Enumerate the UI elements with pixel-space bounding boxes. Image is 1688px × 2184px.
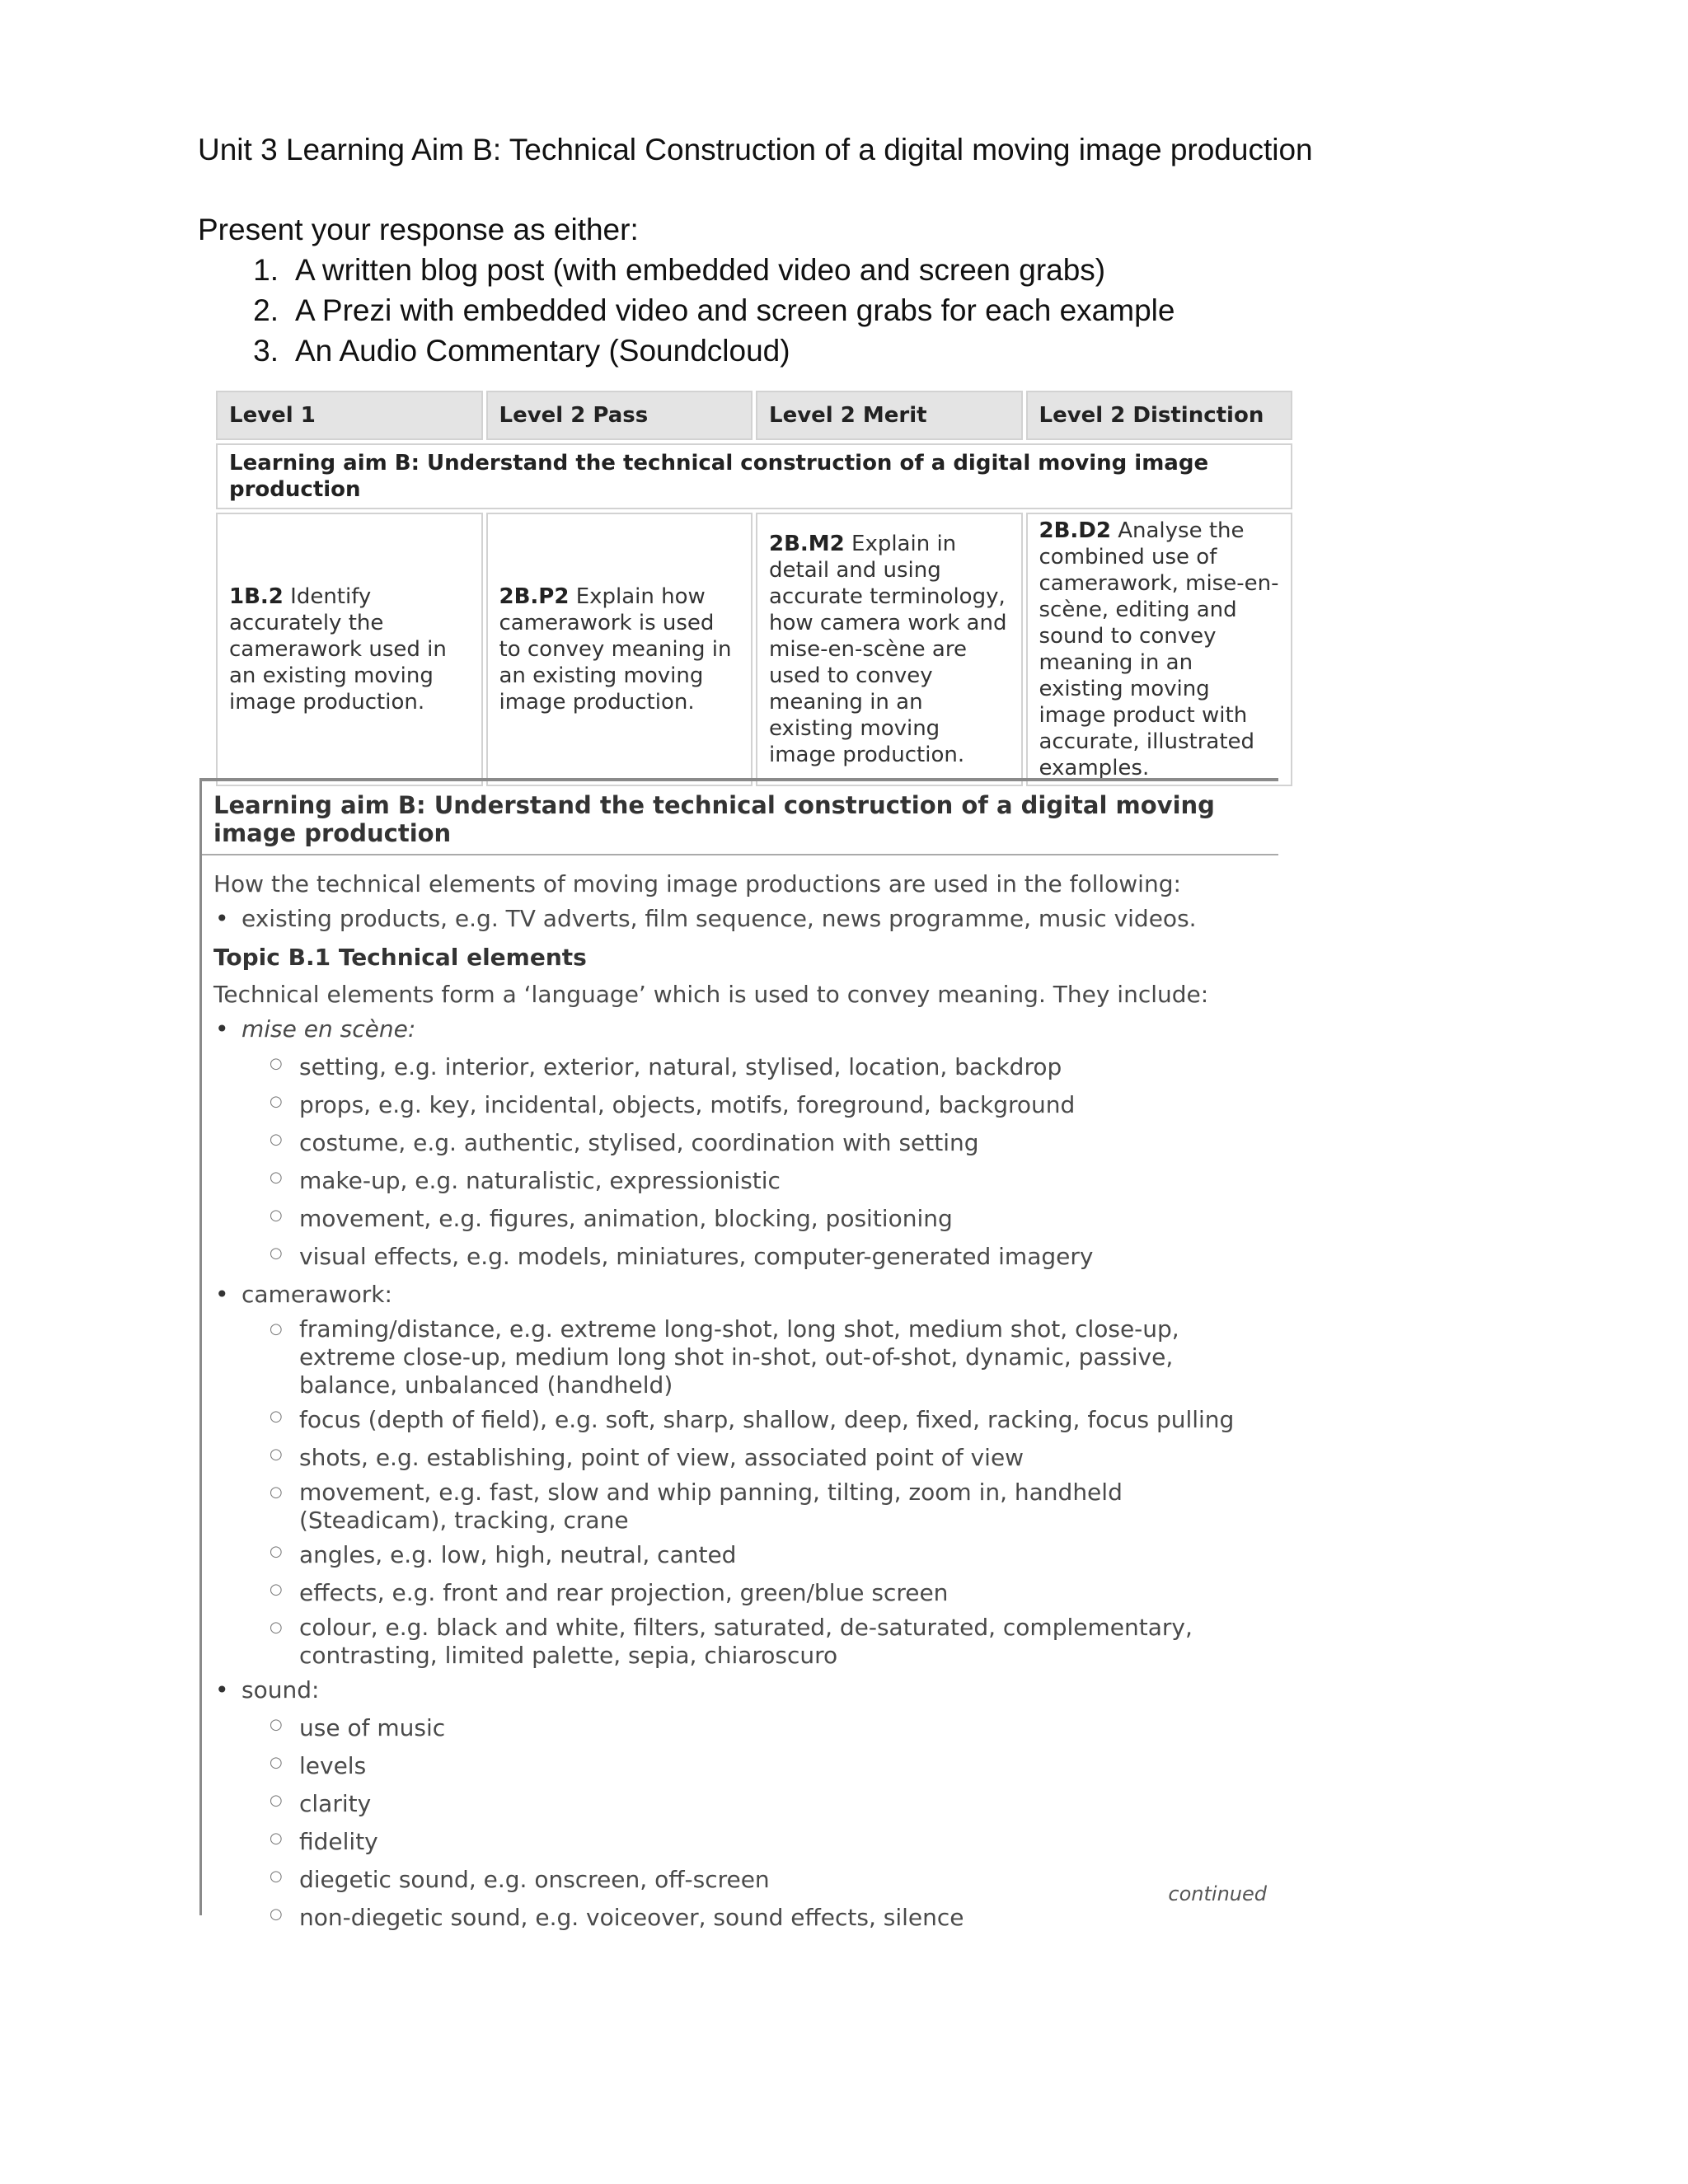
option-item: 1. A written blog post (with embedded video and screen grabs): [253, 253, 1106, 287]
list-item: ○ use of music: [241, 1711, 1277, 1746]
list-item: ○ visual effects, e.g. models, miniatures, computer-generated imagery: [241, 1240, 1277, 1274]
page-title: Unit 3 Learning Aim B: Technical Construction of a digital moving image production: [198, 133, 1313, 166]
group-items: [241, 1711, 1277, 1935]
group-items: [241, 1050, 1277, 1274]
element-group: [213, 1277, 1277, 1670]
list-item: ○ shots, e.g. establishing, point of view, associated point of view: [241, 1441, 1277, 1475]
learning-aim-row: [216, 443, 1292, 509]
list-item: ○ setting, e.g. interior, exterior, natural, stylised, location, backdrop: [241, 1050, 1277, 1085]
criterion-code: 2B.D2: [1039, 518, 1111, 543]
header-level-1: Level 1: [216, 391, 483, 440]
element-group: [213, 1673, 1277, 1935]
criterion-code: 1B.2: [229, 584, 284, 609]
element-group: [213, 1012, 1277, 1274]
option-item: 3. An Audio Commentary (Soundcloud): [253, 334, 790, 368]
list-item: ○ effects, e.g. front and rear projection, green/blue screen: [241, 1576, 1277, 1610]
topic-heading: Topic B.1 Technical elements: [213, 944, 587, 971]
spec-lead: How the technical elements of moving image productions are used in the following:: [213, 870, 1181, 898]
grading-criteria-table: [213, 387, 1296, 790]
list-item: ○ levels: [241, 1749, 1277, 1783]
intro-text: Present your response as either:: [198, 213, 639, 246]
list-item: ○ movement, e.g. fast, slow and whip panning, tilting, zoom in, handheld (Steadicam), tracking, crane: [241, 1479, 1277, 1535]
group-items: [241, 1315, 1277, 1670]
criterion-cell: [486, 513, 753, 786]
list-item: ○ focus (depth of field), e.g. soft, sharp, shallow, deep, fixed, racking, focus pulling: [241, 1403, 1277, 1437]
list-item: ○ framing/distance, e.g. extreme long-shot, long shot, medium shot, close-up, extreme close-up, medium long shot in-shot, out-of-shot, dynamic, passive, balance, unbalanced (handheld): [241, 1315, 1277, 1399]
spec-aim-heading: Learning aim B: Understand the technical construction of a digital moving image production: [213, 791, 1215, 847]
option-label: A Prezi with embedded video and screen grabs for each example: [295, 293, 1175, 327]
spec-body: [213, 867, 1277, 1938]
header-level-2-distinction: Level 2 Distinction: [1026, 391, 1293, 440]
list-item: ○ costume, e.g. authentic, stylised, coordination with setting: [241, 1126, 1277, 1160]
criterion-text: Analyse the combined use of camerawork, mise-en-scène, editing and sound to convey meaning in an existing moving image product with accurate, illustrated examples.: [1039, 518, 1279, 780]
option-label: An Audio Commentary (Soundcloud): [295, 334, 790, 368]
criterion-text: Identify accurately the camerawork used in an existing moving image production.: [229, 584, 447, 715]
criteria-row: [216, 513, 1292, 786]
criterion-cell: [756, 513, 1023, 786]
list-item: ○ fidelity: [241, 1825, 1277, 1859]
list-item: ○ colour, e.g. black and white, filters, saturated, de-saturated, complementary, contrasting, limited palette, sepia, chiaroscuro: [241, 1614, 1277, 1670]
list-item: ○ make-up, e.g. naturalistic, expressionistic: [241, 1164, 1277, 1198]
topic-intro: Technical elements form a ‘language’ which is used to convey meaning. They include:: [213, 981, 1209, 1008]
criterion-cell: [1026, 513, 1293, 786]
option-item: 2. A Prezi with embedded video and screen grabs for each example: [253, 293, 1175, 327]
specification-box: [199, 778, 1278, 1931]
criterion-cell: [216, 513, 483, 786]
table-header-row: [216, 391, 1292, 440]
heading-rule: [202, 854, 1278, 855]
continued-label: continued: [1168, 1882, 1267, 1905]
header-level-2-merit: Level 2 Merit: [756, 391, 1023, 440]
response-options: [198, 250, 1175, 371]
learning-aim-heading: Learning aim B: Understand the technical construction of a digital moving image production: [216, 443, 1292, 509]
top-rule: [202, 778, 1278, 781]
technical-elements-list: [213, 1012, 1277, 1935]
list-item: ○ non-diegetic sound, e.g. voiceover, sound effects, silence: [241, 1900, 1277, 1935]
list-item: ○ diegetic sound, e.g. onscreen, off-screen: [241, 1863, 1277, 1897]
lead-list: [213, 902, 1277, 936]
list-item: ○ props, e.g. key, incidental, objects, motifs, foreground, background: [241, 1088, 1277, 1122]
list-item: ○ movement, e.g. figures, animation, blocking, positioning: [241, 1202, 1277, 1236]
list-item: ○ clarity: [241, 1787, 1277, 1821]
group-label: sound:: [241, 1676, 320, 1704]
header-level-2-pass: Level 2 Pass: [486, 391, 753, 440]
group-label: camerawork:: [241, 1281, 392, 1308]
list-item: • existing products, e.g. TV adverts, film sequence, news programme, music videos.: [213, 902, 1277, 936]
group-label: mise en scène:: [241, 1015, 416, 1043]
criterion-code: 2B.M2: [769, 532, 845, 556]
option-label: A written blog post (with embedded video and screen grabs): [295, 253, 1106, 287]
criterion-text: Explain how camerawork is used to convey meaning in an existing moving image production.: [499, 584, 732, 715]
criterion-text: Explain in detail and using accurate terminology, how camera work and mise-en-scène are used to convey meaning in an existing moving image production.: [769, 532, 1007, 767]
criterion-code: 2B.P2: [499, 584, 570, 609]
list-item: ○ angles, e.g. low, high, neutral, canted: [241, 1538, 1277, 1572]
